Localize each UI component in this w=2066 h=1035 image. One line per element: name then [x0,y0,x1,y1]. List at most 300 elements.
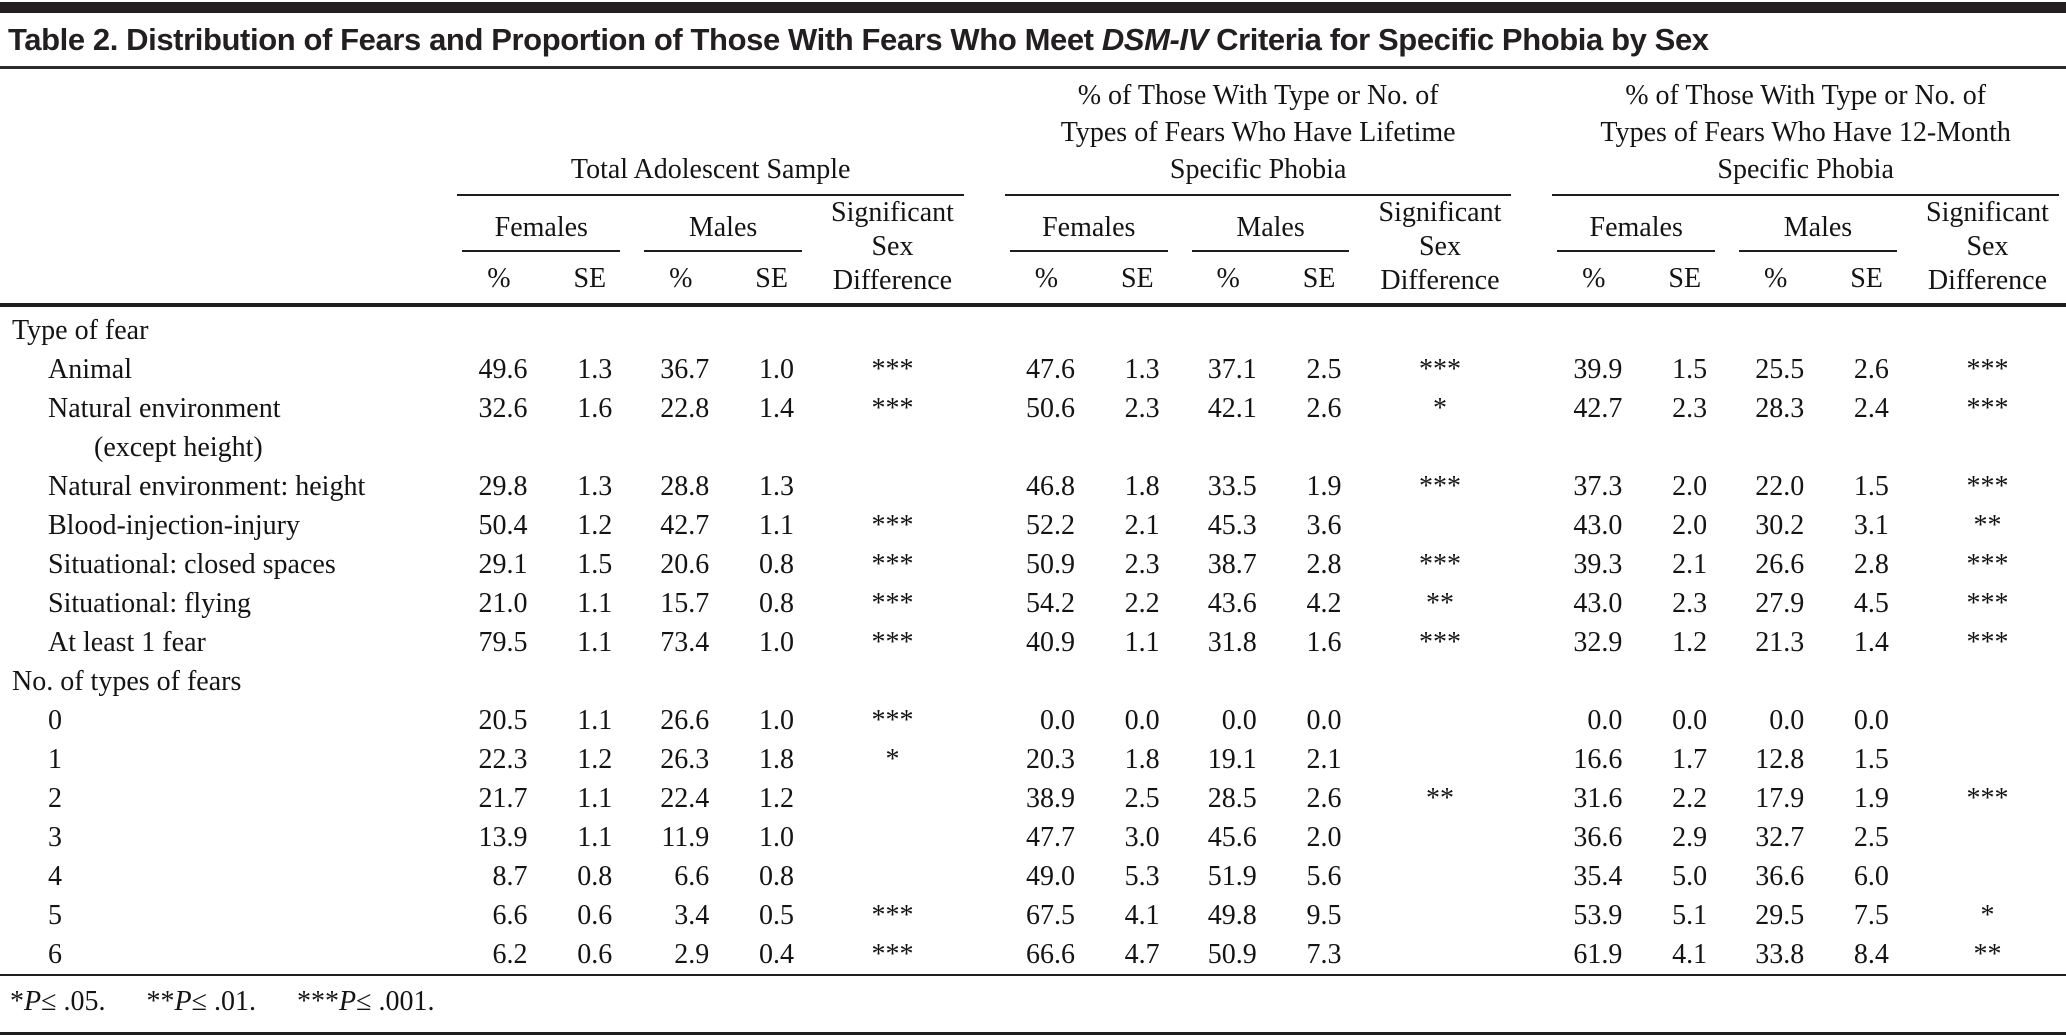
column-spacer [1518,818,1545,857]
top-rule-bar [0,2,2066,13]
value-cell: 4.1 [1672,939,1708,970]
pct-header: % [998,252,1095,305]
value-cell: 21.3 [1755,627,1805,658]
sig-cell [1361,662,1518,701]
group-title-line: % of Those With Type or No. of [1077,80,1439,111]
value-cell: 2.3 [1672,588,1708,619]
value-cell: 2.2 [1124,588,1160,619]
value-cell: 2.8 [1306,549,1342,580]
column-spacer [1518,467,1545,506]
value-cell [729,662,814,701]
sig-cell [1909,857,2066,896]
sig-cell: *** [871,393,914,424]
value-cell: 1.1 [1124,627,1160,658]
value-cell: 1.0 [758,822,794,853]
column-spacer [971,69,998,305]
table-row [0,857,2066,896]
sig-cell: * [885,744,900,775]
table-row [0,896,2066,935]
value-cell [1545,305,1642,350]
value-cell: 3.1 [1853,510,1889,541]
sig-line: Significant [1378,197,1502,228]
table-title-italic: DSM-IV [1101,22,1208,57]
table-row [0,350,2066,389]
sig-cell: *** [1966,627,2009,658]
value-cell: 52.2 [1025,510,1075,541]
value-cell: 61.9 [1573,939,1623,970]
sig-cell: *** [1418,354,1461,385]
value-cell: 1.8 [1124,744,1160,775]
value-cell: 0.0 [1221,705,1257,736]
value-cell: 46.8 [1025,471,1075,502]
value-cell: 36.7 [660,354,710,385]
sig-cell: *** [1966,783,2009,814]
value-cell: 29.5 [1755,900,1805,931]
value-cell: 7.3 [1306,939,1342,970]
group-title-line: % of Those With Type or No. of [1625,80,1987,111]
footnote-row [0,975,2066,1034]
sig-cell: *** [871,510,914,541]
p-value-footnote [0,975,2066,1034]
header-corner [0,69,450,305]
value-cell: 16.6 [1573,744,1623,775]
sig-line: Sex [1418,231,1461,262]
table-footer [0,975,2066,1034]
value-cell: 32.6 [478,393,528,424]
value-cell: 21.7 [478,783,528,814]
value-cell: 0.0 [1853,705,1889,736]
value-cell: 3.6 [1306,510,1342,541]
value-cell: 2.4 [1853,393,1889,424]
value-cell: 29.1 [478,549,528,580]
value-cell: 49.0 [1025,861,1075,892]
males-header-g2: Males [1180,196,1362,252]
row-label [0,467,450,506]
value-cell [1095,305,1180,350]
value-cell: 1.8 [758,744,794,775]
se-header: SE [1824,252,1909,305]
pct-header: % [1727,252,1824,305]
sig-cell: *** [871,705,914,736]
value-cell: 54.2 [1025,588,1075,619]
footnote-p: P [338,986,357,1017]
table-row [0,779,2066,818]
table-row [0,740,2066,779]
value-cell: 6.0 [1853,861,1889,892]
column-spacer [971,389,998,467]
value-cell [1727,305,1824,350]
table-row [0,584,2066,623]
value-cell: 4.5 [1853,588,1889,619]
sig-cell [1909,305,2066,350]
row-label-text: Situational: flying [48,588,251,619]
value-cell: 31.6 [1573,783,1623,814]
value-cell: 27.9 [1755,588,1805,619]
table-row [0,506,2066,545]
group-header-total-sample [450,69,971,196]
row-label [0,779,450,818]
table-row [0,935,2066,975]
value-cell: 1.2 [758,783,794,814]
value-cell: 29.8 [478,471,528,502]
females-header-g3: Females [1545,196,1727,252]
value-cell: 4.1 [1124,900,1160,931]
pct-header: % [450,252,547,305]
row-label-continuation: (except height) [94,432,263,463]
value-cell [547,305,632,350]
group-title-line: Specific Phobia [1169,154,1347,185]
row-label-text: 2 [48,783,62,814]
value-cell: 0.4 [758,939,794,970]
value-cell: 39.9 [1573,354,1623,385]
value-cell: 0.0 [1672,705,1708,736]
value-cell [632,305,729,350]
value-cell: 2.2 [1672,783,1708,814]
value-cell: 6.6 [492,900,528,931]
value-cell: 30.2 [1755,510,1805,541]
sig-cell: ** [1425,783,1454,814]
column-spacer [971,779,998,818]
sig-cell [814,857,971,896]
row-label-text: Natural environment: height [48,471,366,502]
row-label-text: Animal [48,354,132,385]
sig-cell: *** [1418,549,1461,580]
sig-cell: *** [1966,393,2009,424]
footnote-stars: ** [146,986,175,1017]
value-cell: 1.9 [1853,783,1889,814]
value-cell: 50.9 [1025,549,1075,580]
value-cell: 2.5 [1124,783,1160,814]
value-cell: 37.1 [1207,354,1257,385]
column-spacer [1518,623,1545,662]
table-row [0,545,2066,584]
sig-diff-header-g1 [814,196,971,305]
value-cell: 6.2 [492,939,528,970]
value-cell: 39.3 [1573,549,1623,580]
value-cell: 2.3 [1124,393,1160,424]
row-label [0,506,450,545]
value-cell [547,662,632,701]
males-header-g3: Males [1727,196,1909,252]
group-title-row [0,69,2066,196]
row-label-text: 3 [48,822,62,853]
column-spacer [1518,389,1545,467]
value-cell: 66.6 [1025,939,1075,970]
sig-cell: *** [1966,354,2009,385]
row-label-text: Blood-injection-injury [48,510,300,541]
value-cell: 0.6 [577,900,613,931]
value-cell: 49.6 [478,354,528,385]
sig-cell: ** [1973,510,2002,541]
sig-cell [814,779,971,818]
value-cell: 1.0 [758,354,794,385]
value-cell: 22.3 [478,744,528,775]
sig-cell [1361,818,1518,857]
value-cell: 0.0 [1124,705,1160,736]
column-spacer [971,857,998,896]
column-spacer [971,506,998,545]
sig-cell: *** [1418,471,1461,502]
column-spacer [1518,740,1545,779]
sig-cell: *** [1966,588,2009,619]
value-cell: 1.5 [577,549,613,580]
column-spacer [1518,935,1545,975]
column-spacer [971,545,998,584]
value-cell: 5.0 [1672,861,1708,892]
value-cell: 22.0 [1755,471,1805,502]
value-cell: 2.9 [1672,822,1708,853]
value-cell: 1.5 [1853,471,1889,502]
value-cell: 47.7 [1025,822,1075,853]
sig-cell [1361,896,1518,935]
sig-line: Significant [1926,197,2049,228]
value-cell: 0.5 [758,900,794,931]
value-cell: 42.1 [1207,393,1257,424]
sig-line: Significant [831,197,954,228]
sig-cell: * [1432,393,1447,424]
footnote-threshold: ≤ .05. [41,986,106,1017]
footnote-stars: *** [296,986,339,1017]
value-cell: 5.3 [1124,861,1160,892]
row-label [0,896,450,935]
footnote-item [146,986,255,1017]
value-cell: 45.3 [1207,510,1257,541]
value-cell: 12.8 [1755,744,1805,775]
value-cell: 2.0 [1672,471,1708,502]
value-cell: 4.7 [1124,939,1160,970]
column-spacer [1518,350,1545,389]
value-cell: 73.4 [660,627,710,658]
value-cell: 1.2 [577,744,613,775]
value-cell: 1.8 [1124,471,1160,502]
sig-line: Difference [1927,265,2048,296]
value-cell: 1.4 [1853,627,1889,658]
sig-cell: *** [1418,627,1461,658]
value-cell: 20.6 [660,549,710,580]
value-cell: 1.3 [1124,354,1160,385]
sig-cell [1909,701,2066,740]
section-label [0,305,450,350]
row-label [0,623,450,662]
column-spacer [971,584,998,623]
row-label-text: No. of types of fears [12,666,242,697]
sig-cell [814,467,971,506]
value-cell: 33.5 [1207,471,1257,502]
value-cell [450,305,547,350]
value-cell: 28.8 [660,471,710,502]
row-label-text: 4 [48,861,62,892]
value-cell: 38.7 [1207,549,1257,580]
column-spacer [1518,506,1545,545]
footnote-item [297,986,434,1017]
sig-line: Sex [1966,231,2009,262]
value-cell: 1.1 [577,783,613,814]
value-cell [1824,662,1909,701]
value-cell: 1.1 [758,510,794,541]
sig-line: Difference [1380,265,1500,296]
value-cell [1095,662,1180,701]
value-cell: 20.5 [478,705,528,736]
value-cell: 26.3 [660,744,710,775]
value-cell: 3.0 [1124,822,1160,853]
value-cell: 45.6 [1207,822,1257,853]
value-cell: 2.0 [1672,510,1708,541]
value-cell: 2.1 [1306,744,1342,775]
value-cell: 28.5 [1207,783,1257,814]
value-cell: 0.0 [1039,705,1075,736]
sig-diff-header-g3 [1909,196,2066,305]
se-header: SE [547,252,632,305]
value-cell: 31.8 [1207,627,1257,658]
row-label [0,818,450,857]
se-header: SE [1642,252,1727,305]
value-cell: 2.6 [1306,393,1342,424]
column-spacer [1518,701,1545,740]
value-cell: 8.7 [492,861,528,892]
value-cell: 5.1 [1672,900,1708,931]
value-cell: 42.7 [660,510,710,541]
value-cell: 25.5 [1755,354,1805,385]
value-cell [1642,662,1727,701]
table-row [0,467,2066,506]
row-label [0,701,450,740]
column-spacer [971,623,998,662]
data-table [0,69,2066,1035]
value-cell: 1.2 [577,510,613,541]
sig-cell: *** [871,939,914,970]
row-label-text: 0 [48,705,62,736]
sig-cell: * [1980,900,1995,931]
value-cell: 51.9 [1207,861,1257,892]
table-row [0,389,2066,467]
value-cell: 33.8 [1755,939,1805,970]
value-cell: 1.3 [758,471,794,502]
sig-diff-header-g2 [1361,196,1518,305]
value-cell [998,305,1095,350]
value-cell: 50.9 [1207,939,1257,970]
value-cell [1180,305,1277,350]
sig-cell [1361,740,1518,779]
footnote-p: P [24,986,42,1017]
value-cell: 0.8 [758,549,794,580]
value-cell: 1.7 [1672,744,1708,775]
sig-cell [1361,305,1518,350]
pct-header: % [1545,252,1642,305]
row-label [0,350,450,389]
table-header [0,69,2066,305]
se-header: SE [729,252,814,305]
value-cell [1180,662,1277,701]
row-label-text: 5 [48,900,62,931]
column-spacer [1518,662,1545,701]
row-label-text: Situational: closed spaces [48,549,336,580]
sig-cell: *** [1966,549,2009,580]
row-label-text: Type of fear [12,315,149,346]
row-label-text: At least 1 fear [48,627,206,658]
sig-cell [1909,818,2066,857]
value-cell: 50.4 [478,510,528,541]
value-cell: 26.6 [1755,549,1805,580]
value-cell: 53.9 [1573,900,1623,931]
sig-cell: *** [1966,471,2009,502]
column-spacer [1518,584,1545,623]
table-title [0,13,2066,69]
column-spacer [971,662,998,701]
value-cell: 1.1 [577,822,613,853]
females-header-g1: Females [450,196,632,252]
females-header-g2: Females [998,196,1180,252]
row-label [0,545,450,584]
group-title-line: Specific Phobia [1717,154,1894,185]
value-cell: 0.8 [577,861,613,892]
row-label-text: 1 [48,744,62,775]
value-cell: 28.3 [1755,393,1805,424]
value-cell: 6.6 [674,861,710,892]
value-cell: 4.2 [1306,588,1342,619]
males-header-g1: Males [632,196,814,252]
footnote-item [10,986,105,1017]
value-cell: 2.0 [1306,822,1342,853]
table-row [0,701,2066,740]
sig-cell: *** [871,588,914,619]
table-row [0,623,2066,662]
value-cell: 2.3 [1672,393,1708,424]
value-cell: 1.4 [758,393,794,424]
value-cell: 38.9 [1025,783,1075,814]
value-cell: 7.5 [1853,900,1889,931]
value-cell: 17.9 [1755,783,1805,814]
section-row [0,662,2066,701]
value-cell: 49.8 [1207,900,1257,931]
group-title-line: Types of Fears Who Have 12-Month [1600,117,2011,148]
value-cell: 37.3 [1573,471,1623,502]
sig-cell [1361,857,1518,896]
sig-cell [814,818,971,857]
value-cell: 43.0 [1573,510,1623,541]
sig-cell [1909,662,2066,701]
value-cell: 1.9 [1306,471,1342,502]
value-cell: 67.5 [1025,900,1075,931]
table-title-suffix: Criteria for Specific Phobia by Sex [1207,22,1709,57]
value-cell: 21.0 [478,588,528,619]
value-cell: 1.6 [1306,627,1342,658]
table-row [0,818,2066,857]
column-spacer [971,935,998,975]
value-cell [1277,305,1362,350]
se-header: SE [1095,252,1180,305]
column-spacer [1518,545,1545,584]
value-cell: 2.1 [1672,549,1708,580]
value-cell: 36.6 [1573,822,1623,853]
section-row [0,305,2066,350]
footnote-stars: * [10,986,24,1017]
value-cell: 32.7 [1755,822,1805,853]
row-label [0,740,450,779]
value-cell: 22.8 [660,393,710,424]
group-header-12month-phobia [1545,69,2066,196]
value-cell [632,662,729,701]
value-cell: 8.4 [1853,939,1889,970]
value-cell [1277,662,1362,701]
sig-cell [1361,701,1518,740]
sig-cell [1361,506,1518,545]
pct-header: % [1180,252,1277,305]
value-cell: 1.5 [1853,744,1889,775]
value-cell: 2.1 [1124,510,1160,541]
value-cell [1824,305,1909,350]
value-cell: 2.6 [1306,783,1342,814]
column-spacer [971,467,998,506]
